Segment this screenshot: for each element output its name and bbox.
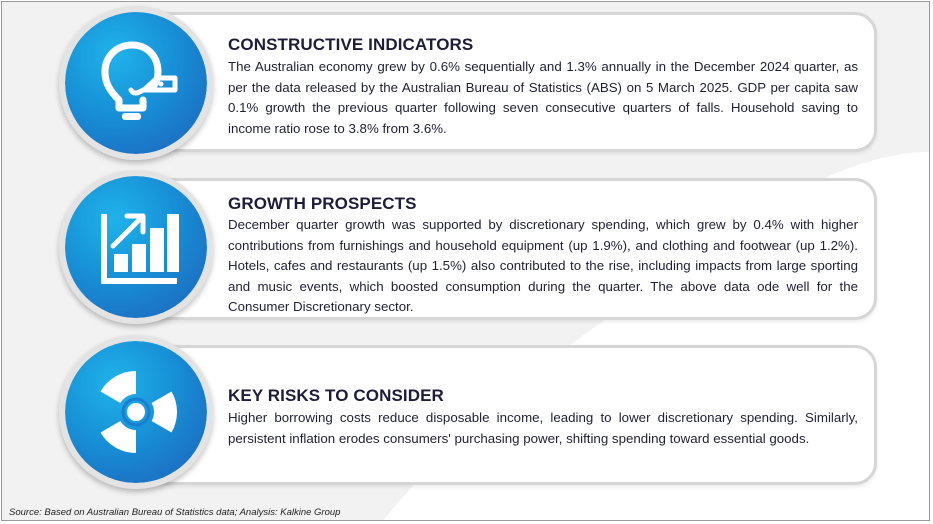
- section-title: GROWTH PROSPECTS: [228, 194, 417, 213]
- section-body: December quarter growth was supported by discretionary spending, which grew by 0.4% with higher contributions from furnishings and household equipment (up 1.9%), and clothing and footwear (up 1.2%). Hotels, cafes and restaurants (up 1.5%) also contributed to the rise, including impacts from large sporting and music events, which boosted consumption during the quarter. The above data ode well for the Consumer Discretionary sector.: [228, 217, 858, 314]
- section-body: The Australian economy grew by 0.6% sequentially and 1.3% annually in the December 2024 quarter, as per the data released by the Australian Bureau of Statistics (ABS) on 5 March 2025. GDP per capita saw 0.1% growth the previous quarter following seven consecutive quarters of falls. Household saving to income ratio rose to 3.8% from 3.6%.: [228, 59, 858, 136]
- section-body: Higher borrowing costs reduce disposable income, leading to lower discretionary spending. Similarly, persistent inflation erodes consumers' purchasing power, shifting spending toward essential goods.: [228, 410, 858, 446]
- radiation-hazard-icon: [81, 357, 191, 467]
- icon-circle-risks: [59, 335, 213, 489]
- icon-circle-growth: [59, 170, 213, 324]
- section-title: KEY RISKS TO CONSIDER: [228, 386, 444, 405]
- infographic-frame: [1, 1, 930, 521]
- lightbulb-tag-icon: [81, 28, 191, 138]
- icon-circle-constructive: [59, 6, 213, 160]
- section-title: CONSTRUCTIVE INDICATORS: [228, 35, 474, 54]
- source-note: Source: Based on Australian Bureau of Statistics data; Analysis: Kalkine Group: [9, 507, 341, 518]
- bar-chart-growth-icon: [81, 192, 191, 302]
